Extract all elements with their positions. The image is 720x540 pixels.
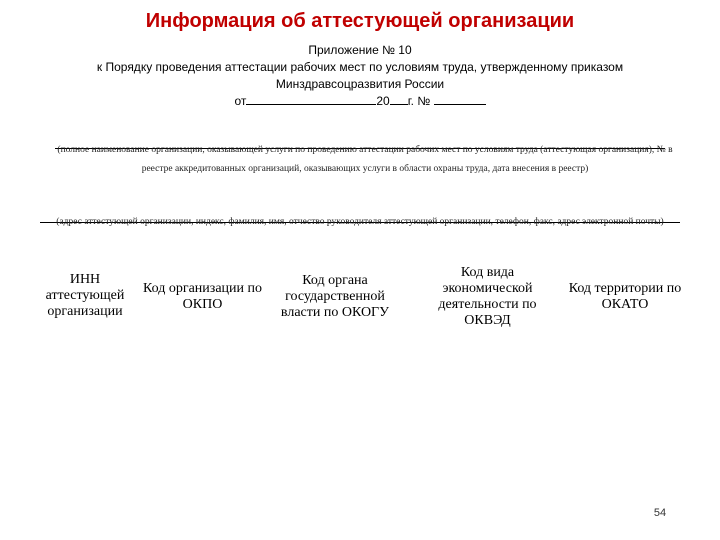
- okved-code-label: Код вида экономической деятельности по ОКВЭД: [438, 265, 537, 328]
- okato-code-label: Код территории по ОКАТО: [568, 281, 682, 312]
- year-prefix: 20: [376, 94, 390, 108]
- slide-title: Информация об аттестующей организации: [145, 10, 575, 32]
- page-number: 54: [653, 507, 667, 519]
- number-prefix: г. №: [407, 94, 431, 108]
- okogu-code-label: Код органа государственной власти по ОКОГУ: [280, 273, 390, 320]
- date-blank: [246, 93, 376, 105]
- appendix-ministry: Минздравсоцразвития России: [275, 77, 445, 91]
- appendix-number: Приложение № 10: [308, 43, 412, 57]
- year-blank: [390, 93, 408, 105]
- okpo-code-label: Код организации по ОКПО: [142, 281, 262, 312]
- org-name-caption: (полное наименование организации, оказывающей услуги по проведению аттестации рабочих мест по условиям труда (аттестующая организация), № в реестре аккредитованных организаций, оказывающих услуги в области охраны труда, дата внесения в реестр): [57, 145, 673, 174]
- address-caption: (адрес аттестующей организации, индекс, фамилия, имя, отчество руководителя аттестующей организации, телефон, факс, адрес электронной почты): [56, 217, 664, 227]
- number-blank: [434, 93, 486, 105]
- appendix-order-text: к Порядку проведения аттестации рабочих мест по условиям труда, утвержденному приказом: [96, 60, 624, 74]
- appendix-date-line: [20, 93, 700, 110]
- date-prefix: от: [234, 94, 247, 108]
- inn-code-label: ИНН аттестующей организации: [45, 272, 125, 319]
- appendix-header: [20, 42, 700, 110]
